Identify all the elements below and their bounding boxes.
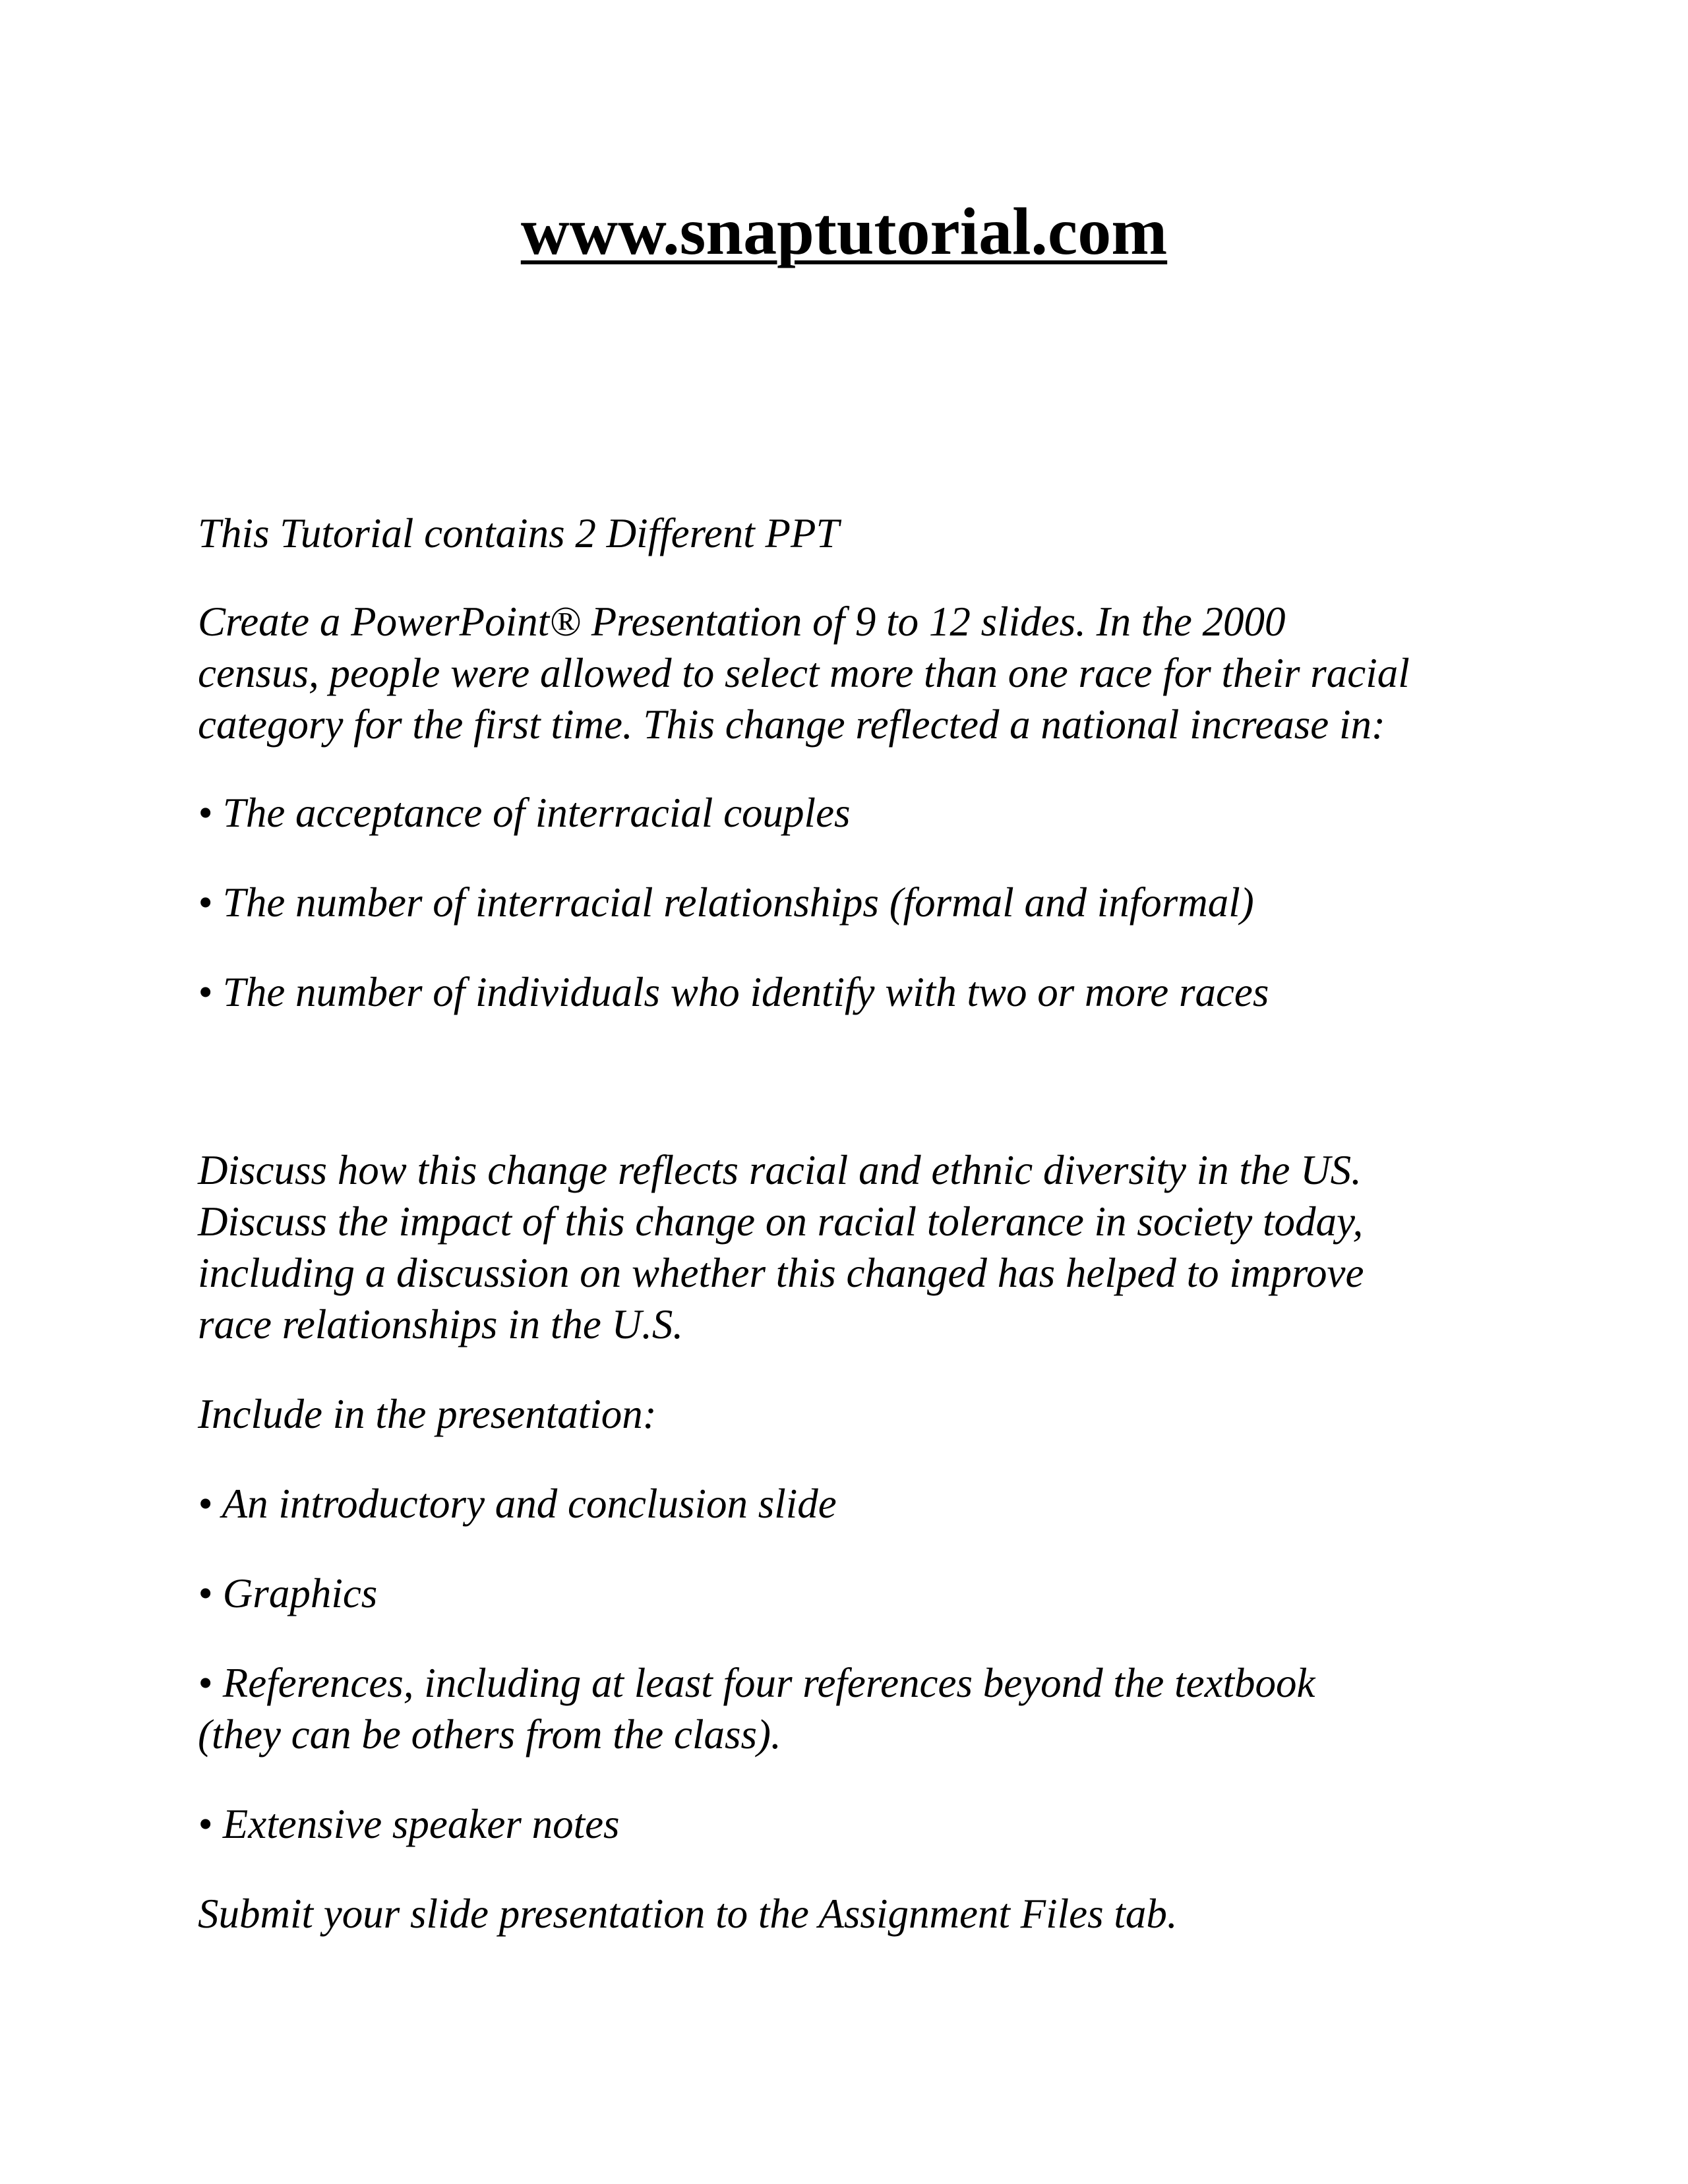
bullet-references-line-1: • References, including at least four references beyond the textbook [198, 1660, 1315, 1706]
bullet-individuals: • The number of individuals who identify with two or more races [198, 969, 1269, 1015]
site-title: www.snaptutorial.com [520, 194, 1168, 269]
bullet-acceptance: • The acceptance of interracial couples [198, 790, 851, 836]
discuss-line-1: Discuss how this change reflects racial and ethnic diversity in the US. [198, 1147, 1362, 1193]
discuss-line-4: race relationships in the U.S. [198, 1301, 684, 1347]
task-line-1: Create a PowerPoint® Presentation of 9 to 12 slides. In the 2000 [198, 599, 1286, 645]
bullet-relationships: • The number of interracial relationships (formal and informal) [198, 879, 1254, 926]
discuss-line-2: Discuss the impact of this change on racial tolerance in society today, [198, 1198, 1364, 1245]
task-line-2: census, people were allowed to select more than one race for their racial [198, 650, 1410, 696]
submit-instruction: Submit your slide presentation to the Assignment Files tab. [198, 1891, 1178, 1937]
task-line-3: category for the first time. This change reflected a national increase in: [198, 701, 1386, 748]
bullet-intro-conclusion: • An introductory and conclusion slide [198, 1481, 837, 1527]
discuss-line-3: including a discussion on whether this changed has helped to improve [198, 1250, 1364, 1296]
bullet-speaker-notes: • Extensive speaker notes [198, 1801, 620, 1847]
bullet-graphics: • Graphics [198, 1570, 378, 1616]
intro-line: This Tutorial contains 2 Different PPT [198, 510, 839, 556]
bullet-references-line-2: (they can be others from the class). [198, 1711, 781, 1757]
include-heading: Include in the presentation: [198, 1391, 657, 1437]
